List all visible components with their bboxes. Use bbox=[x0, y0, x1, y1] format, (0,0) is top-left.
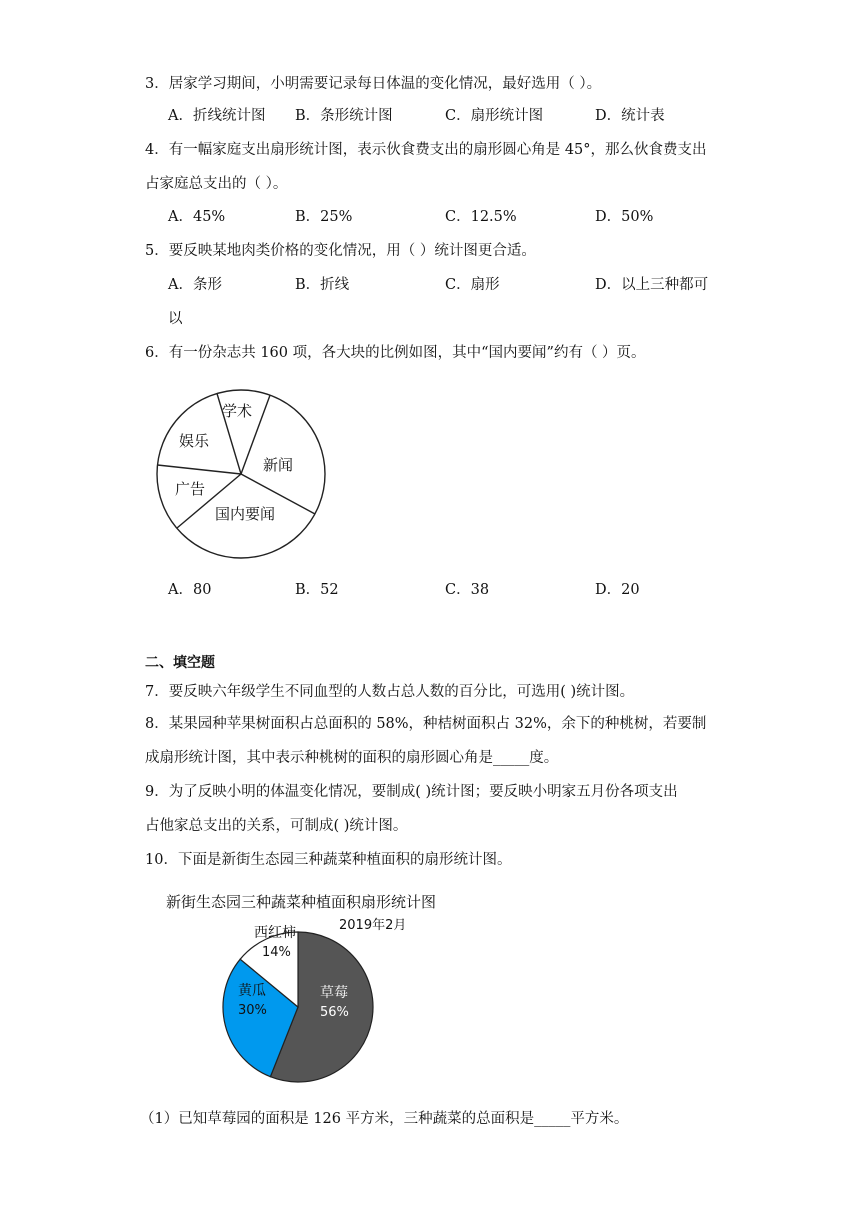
q9-stem-line1: 9．为了反映小明的体温变化情况，要制成( )统计图；要反映小明家五月份各项支出 bbox=[145, 784, 678, 800]
pie-slice-value-2: 14% bbox=[262, 945, 291, 960]
pie-label-xueshu: 学术 bbox=[222, 402, 253, 420]
pie-label-guonei: 国内要闻 bbox=[215, 505, 276, 523]
section-title-fill-blank: 二、填空题 bbox=[145, 655, 215, 671]
q6-stem: 6．有一份杂志共 160 项，各大块的比例如图，其中“国内要闻”约有（ ）页。 bbox=[145, 345, 646, 361]
q5-option-c[interactable]: C．扇形 bbox=[445, 277, 500, 293]
q4-option-c[interactable]: C．12.5% bbox=[445, 209, 517, 225]
q5-stem: 5．要反映某地肉类价格的变化情况，用（ ）统计图更合适。 bbox=[145, 243, 536, 259]
pie-slice-value-1: 30% bbox=[238, 1003, 267, 1018]
chart-subtitle: 2019年2月 bbox=[339, 918, 407, 933]
q5-option-d[interactable]: D．以上三种都可 bbox=[595, 277, 709, 293]
pie-slice-value-0: 56% bbox=[320, 1005, 349, 1020]
q9-stem-line2: 占他家总支出的关系，可制成( )统计图。 bbox=[145, 818, 408, 834]
q6-option-b[interactable]: B．52 bbox=[295, 582, 339, 598]
q5-option-d-wrap: 以 bbox=[168, 311, 183, 327]
chart-title: 新街生态园三种蔬菜种植面积扇形统计图 bbox=[166, 893, 437, 911]
q10-stem: 10．下面是新街生态园三种蔬菜种植面积的扇形统计图。 bbox=[145, 852, 512, 868]
pie-label-xinwen: 新闻 bbox=[263, 456, 294, 474]
pie-label-yule: 娱乐 bbox=[179, 432, 210, 450]
q3-option-b[interactable]: B．条形统计图 bbox=[295, 108, 393, 124]
q3-option-c[interactable]: C．扇形统计图 bbox=[445, 108, 544, 124]
q5-option-a[interactable]: A．条形 bbox=[168, 277, 222, 293]
q10-sub1: （1）已知草莓园的面积是 126 平方米，三种蔬菜的总面积是_____平方米。 bbox=[140, 1111, 629, 1127]
q4-stem-line1: 4．有一幅家庭支出扇形统计图，表示伙食费支出的扇形圆心角是 45°，那么伙食费支出 bbox=[145, 142, 707, 158]
pie-slice-label-0: 草莓 bbox=[320, 985, 348, 1001]
q3-stem: 3．居家学习期间，小明需要记录每日体温的变化情况，最好选用（ ）。 bbox=[145, 76, 602, 92]
q6-option-c[interactable]: C．38 bbox=[445, 582, 490, 598]
q5-option-b[interactable]: B．折线 bbox=[295, 277, 350, 293]
q3-option-d[interactable]: D．统计表 bbox=[595, 108, 665, 124]
q7-stem: 7．要反映六年级学生不同血型的人数占总人数的百分比，可选用( )统计图。 bbox=[145, 684, 635, 700]
pie-label-guangao: 广告 bbox=[175, 480, 206, 498]
q8-stem-line1: 8．某果园种苹果树面积占总面积的 58%，种桔树面积占 32%，余下的种桃树，若要制 bbox=[145, 716, 707, 732]
magazine-pie-chart bbox=[150, 380, 350, 570]
q6-option-d[interactable]: D．20 bbox=[595, 582, 640, 598]
q8-stem-line2: 成扇形统计图，其中表示种桃树的面积的扇形圆心角是_____度。 bbox=[145, 750, 559, 766]
q4-option-d[interactable]: D．50% bbox=[595, 209, 654, 225]
vegetable-pie-chart bbox=[160, 886, 480, 1086]
q4-stem-line2: 占家庭总支出的（ ）。 bbox=[145, 176, 288, 192]
pie-slice-label-1: 黄瓜 bbox=[238, 983, 266, 999]
q6-option-a[interactable]: A．80 bbox=[168, 582, 212, 598]
q4-option-a[interactable]: A．45% bbox=[168, 209, 226, 225]
q4-option-b[interactable]: B．25% bbox=[295, 209, 353, 225]
q3-option-a[interactable]: A．折线统计图 bbox=[168, 108, 266, 124]
pie-slice-label-2: 西红柿 bbox=[254, 925, 296, 941]
